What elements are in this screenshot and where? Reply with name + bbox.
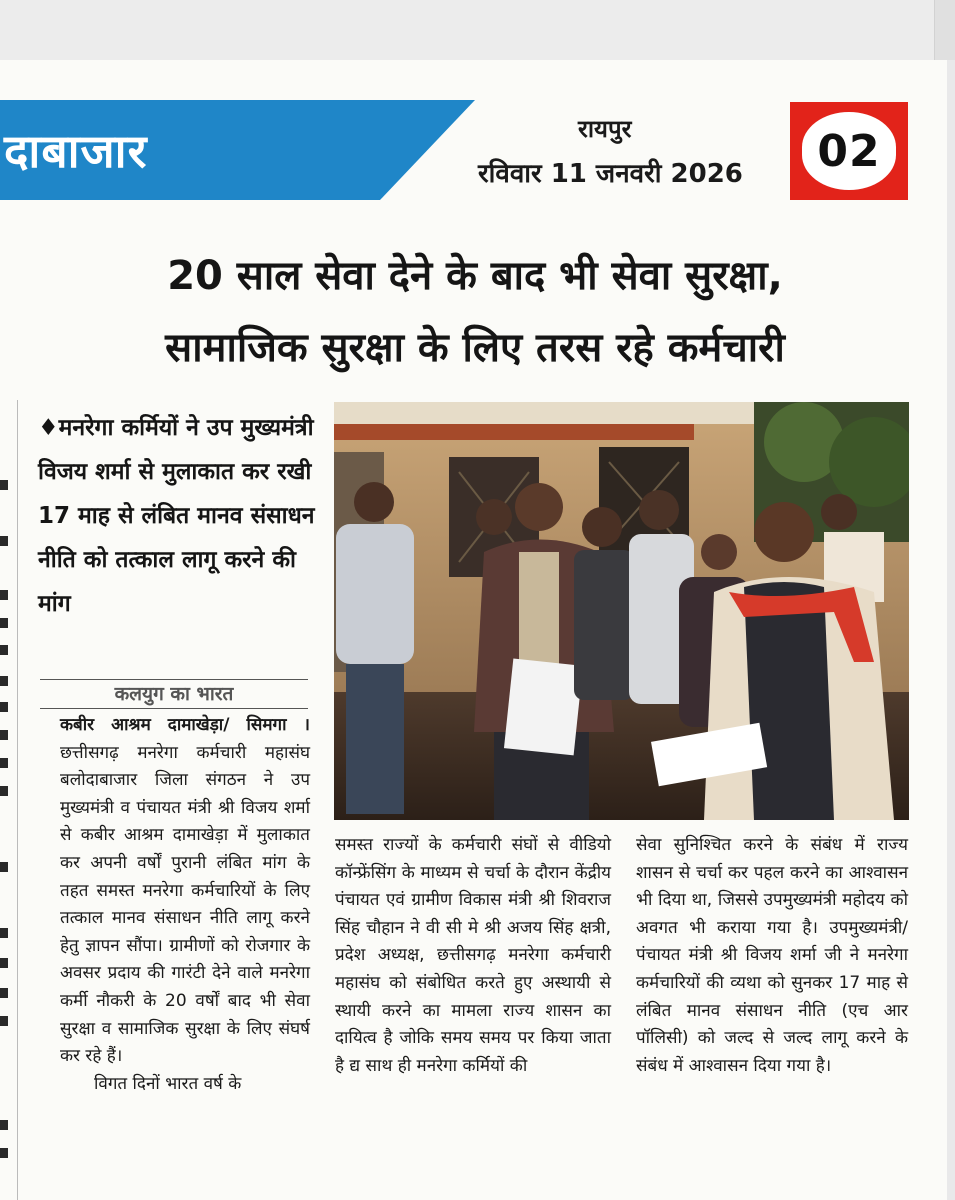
left-column-edge-fragments bbox=[0, 480, 10, 1200]
article-column-1 bbox=[60, 712, 310, 1098]
article-column-3 bbox=[636, 832, 908, 1080]
column-rule bbox=[17, 400, 18, 1200]
edition-date: रविवार 11 जनवरी 2026 bbox=[478, 159, 743, 189]
headline-line-2: सामाजिक सुरक्षा के लिए तरस रहे कर्मचारी bbox=[165, 325, 785, 371]
top-right-corner bbox=[934, 0, 955, 60]
section-name: दाबाजार bbox=[4, 124, 148, 178]
column-1-body-2: विगत दिनों भारत वर्ष के bbox=[94, 1073, 242, 1094]
newspaper-page bbox=[0, 60, 947, 1200]
edition-city: रायपुर bbox=[578, 115, 632, 143]
person-left bbox=[336, 482, 414, 814]
article-photo bbox=[334, 402, 909, 820]
article-dateline: कबीर आश्रम दामाखेड़ा/ सिमगा । bbox=[60, 715, 310, 735]
top-background-strip bbox=[0, 0, 955, 60]
column-1-body: छत्तीसगढ़ मनरेगा कर्मचारी महासंघ बलोदाबाजार जिला संगठन ने उप मुख्यमंत्री व पंचायत मंत्री श्री विजय शर्मा से कबीर आश्रम दामाखेड़ा में मुलाकात कर अपनी वर्षों पुरानी लंबित मांग के तहत समस्त मनरेगा कर्मचारियों के लिए तत्काल मानव संसाधन नीति लागू करने हेतु ज्ञापन सौंपा। ग्रामीणों को रोजगार के अवसर प्रदाय की गारंटी देने वाले मनरेगा कर्मी नौकरी के 20 वर्षों बाद भी सेवा सुरक्षा व सामाजिक सुरक्षा के लिए संघर्ष कर रहे हैं। bbox=[60, 742, 310, 1067]
column-2-body: समस्त राज्यों के कर्मचारी संघों से वीडियो कॉन्फ्रेंसिंग के माध्यम से चर्चा के दौरान केंद्रीय पंचायत एवं ग्रामीण विकास मंत्री श्री शिवराज सिंह चौहान ने वी सी मे श्री अजय सिंह क्षत्री, प्रदेश अध्यक्ष, छत्तीसगढ़ मनरेगा कर्मचारी महासंघ को संबोधित करते हुए अस्थायी से स्थायी करने का मामला राज्य शासन का दायित्व है जोकि समय समय पर किया जाता है द्य साथ ही मनरेगा कर्मियों की bbox=[335, 835, 611, 1076]
page-number-circle bbox=[802, 112, 896, 190]
meeting-photo-illustration bbox=[334, 402, 909, 820]
article-source: कलयुग का भारत bbox=[40, 679, 308, 709]
article-headline bbox=[30, 240, 920, 384]
column-3-body: सेवा सुनिश्चित करने के संबंध में राज्य शासन से चर्चा कर पहल करने का आश्वासन भी दिया था, जिससे उपमुख्यमंत्री महोदय को अवगत भी कराया गया है। उपमुख्यमंत्री/ पंचायत मंत्री श्री विजय शर्मा जी ने मनरेगा कर्मचारियों की व्यथा को सुनकर 17 माह से लंबित मानव संसाधन नीति (एच आर पॉलिसी) को जल्द से जल्द लागू करने के संबंध में आश्वासन दिया गया है। bbox=[636, 835, 908, 1076]
article-highlight: ♦मनरेगा कर्मियों ने उप मुख्यमंत्री विजय शर्मा से मुलाकात कर रखी 17 माह से लंबित मानव संसाधन नीति को तत्काल लागू करने की मांग bbox=[38, 415, 315, 617]
page-number: 02 bbox=[817, 125, 881, 177]
article-column-2 bbox=[335, 832, 611, 1080]
headline-line-1: 20 साल सेवा देने के बाद भी सेवा सुरक्षा, bbox=[167, 253, 783, 299]
page-number-box bbox=[790, 102, 908, 200]
